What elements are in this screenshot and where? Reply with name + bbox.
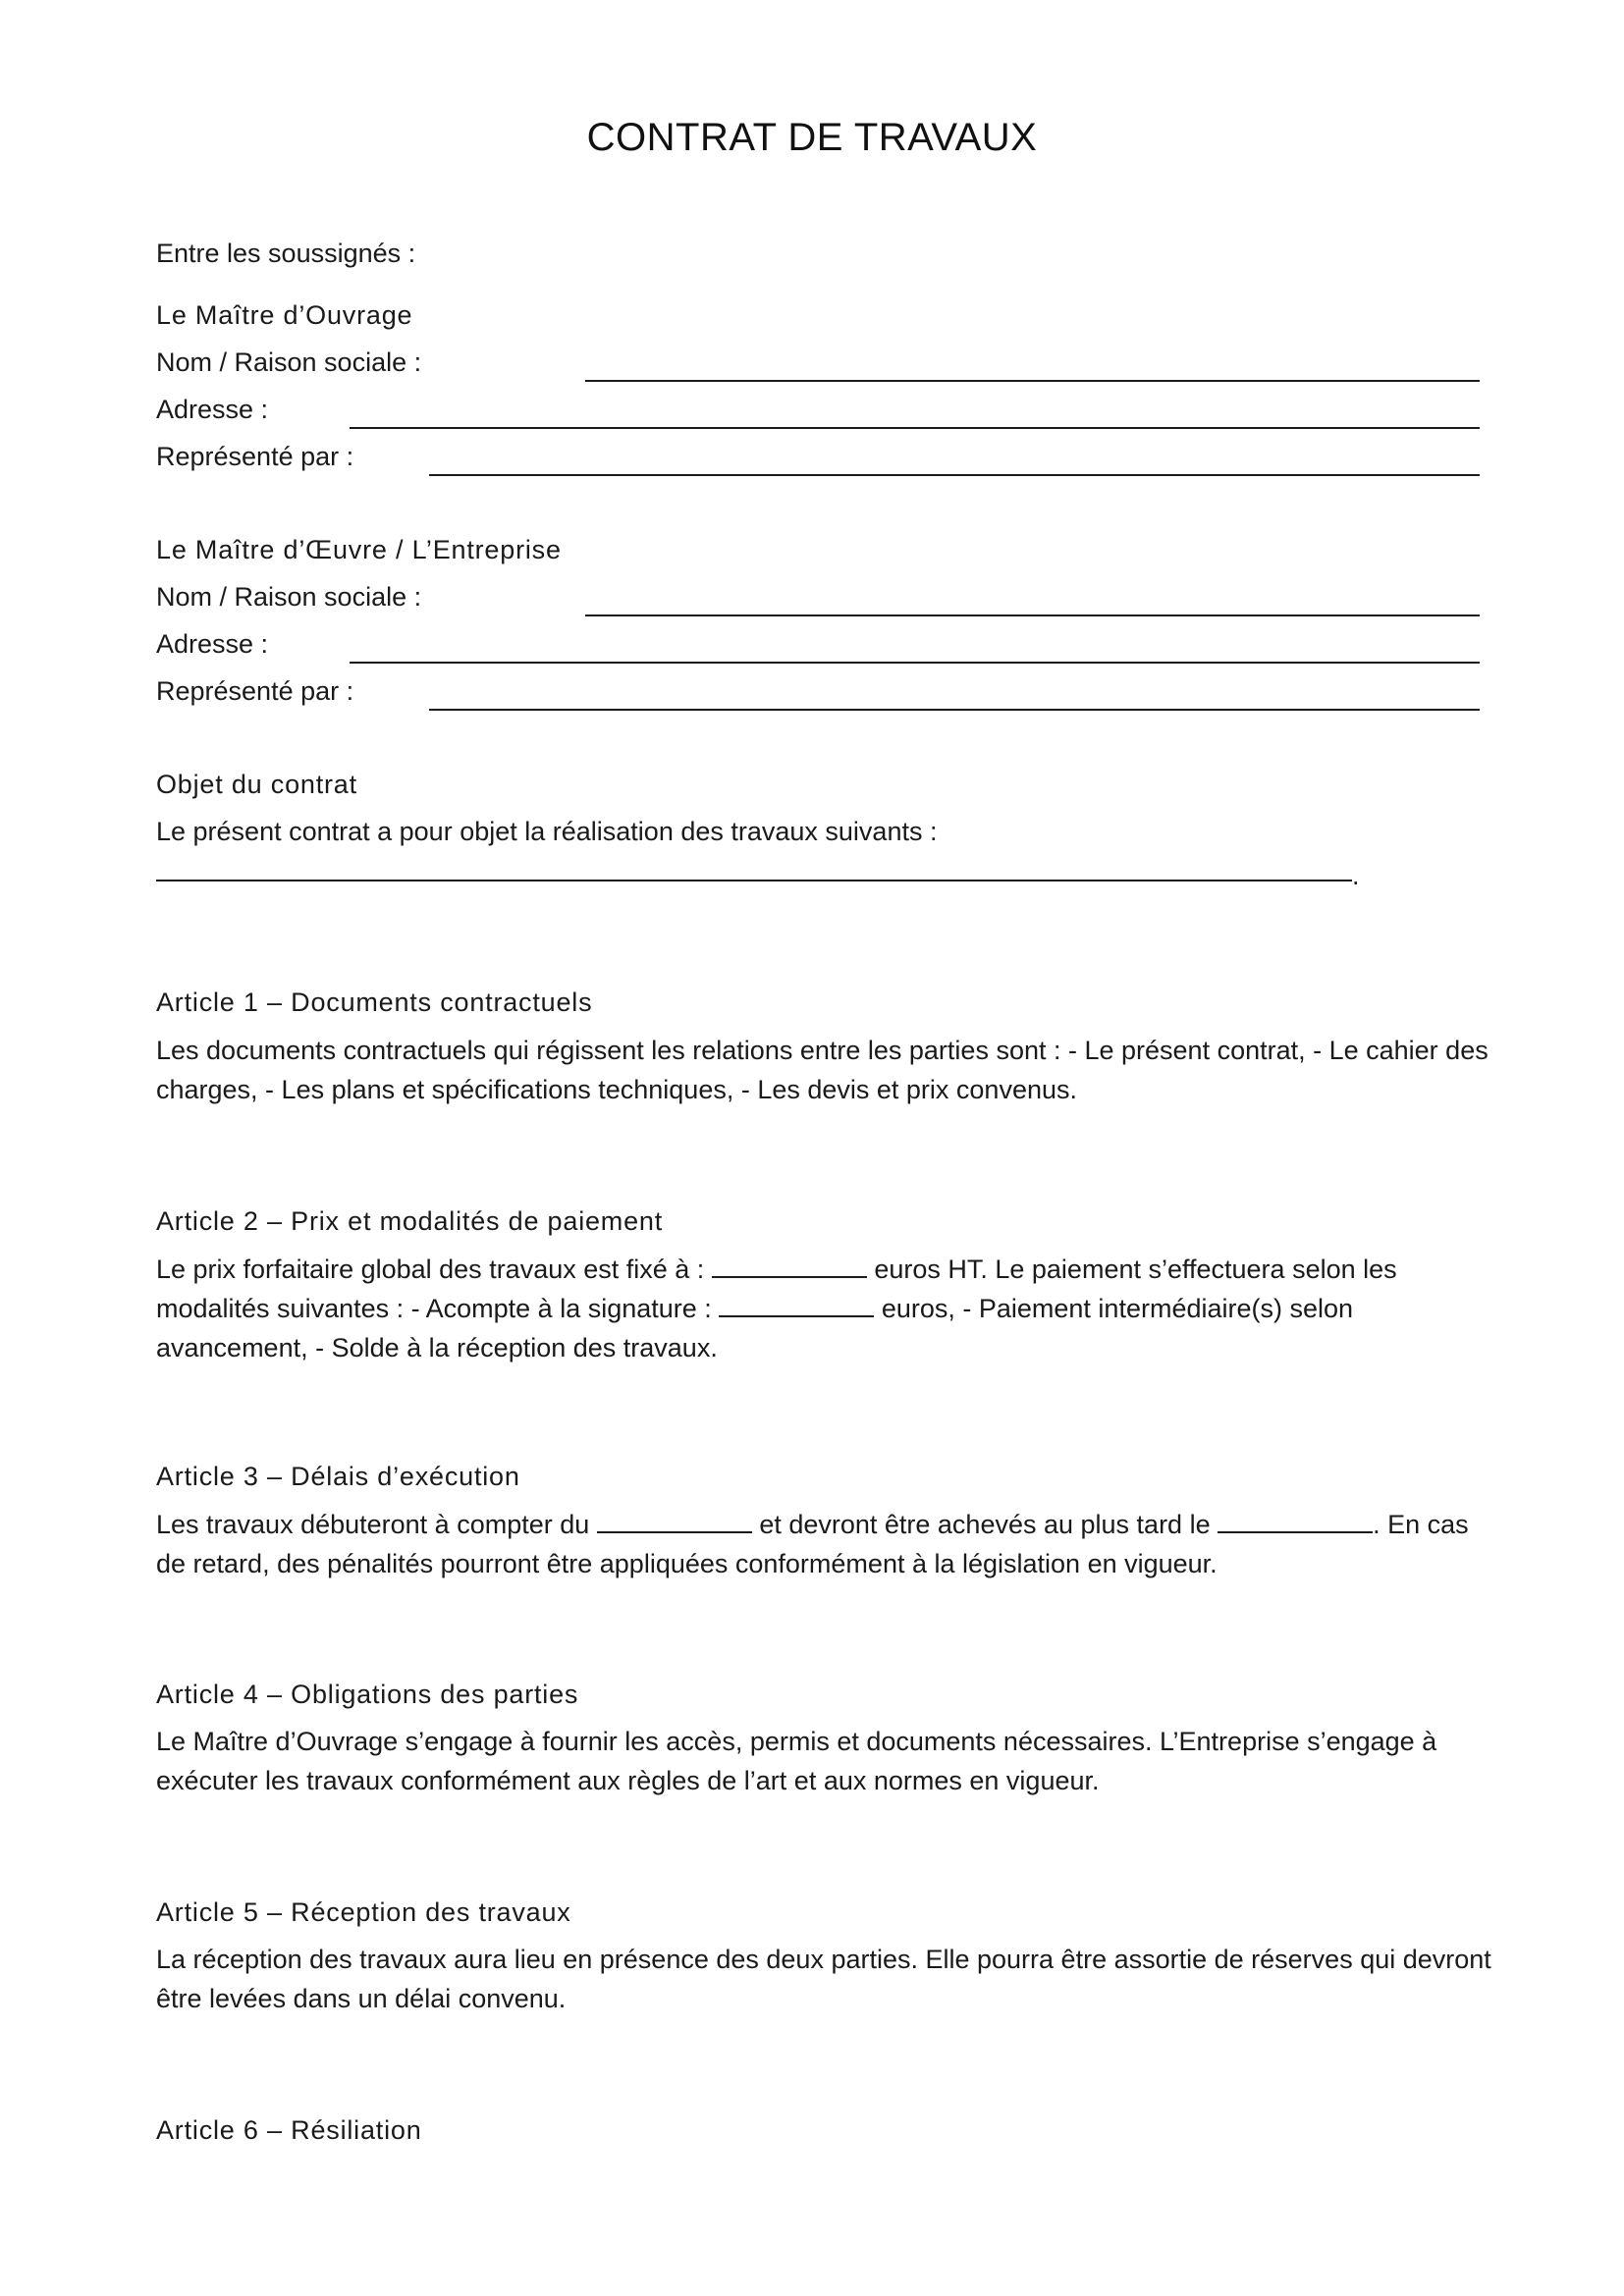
object-end-dot: .	[1352, 861, 1360, 890]
party1-name-field[interactable]	[585, 380, 1480, 382]
article2-text-b: euros HT. Le paiement s’effectuera selon les modalités suivantes : - Acompte à la signature :	[156, 1255, 1397, 1323]
object-heading: Objet du contrat	[156, 770, 357, 799]
party2-name-label: Nom / Raison sociale :	[156, 582, 422, 612]
article6-heading: Article 6 – Résiliation	[156, 2115, 422, 2145]
object-text: Le présent contrat a pour objet la réalisation des travaux suivants :	[156, 817, 938, 846]
article3-text-b: et devront être achevés au plus tard le	[759, 1510, 1211, 1539]
price-field[interactable]	[712, 1256, 867, 1278]
end-date-field[interactable]	[1218, 1512, 1373, 1533]
article3-text-c: . En cas de retard, des pénalités pourront être appliquées conformément à la législation en vigueur.	[156, 1510, 1469, 1578]
party1-rep-label: Représenté par :	[156, 442, 354, 471]
article5-text: La réception des travaux aura lieu en présence des deux parties. Elle pourra être assortie de réserves qui devront être levées dans un délai convenu.	[156, 1945, 1491, 2013]
party1-name-label: Nom / Raison sociale :	[156, 347, 422, 377]
article3-heading: Article 3 – Délais d’exécution	[156, 1462, 520, 1491]
intro-text: Entre les soussignés :	[156, 239, 416, 268]
deposit-field[interactable]	[719, 1296, 874, 1317]
party2-name-field[interactable]	[585, 614, 1480, 616]
party1-rep-field[interactable]	[429, 474, 1480, 476]
article4-text: Le Maître d’Ouvrage s’engage à fournir les accès, permis et documents nécessaires. L’Entreprise s’engage à exécuter les travaux conformément aux règles de l’art et aux normes en vigueur.	[156, 1727, 1437, 1795]
party1-address-label: Adresse :	[156, 395, 269, 424]
article2-text	[156, 1250, 1491, 1367]
party2-rep-field[interactable]	[429, 709, 1480, 711]
article2-text-c: euros, - Paiement intermédiaire(s) selon avancement, - Solde à la réception des travaux.	[156, 1294, 1354, 1362]
party2-rep-label: Représenté par :	[156, 676, 354, 706]
article2-heading: Article 2 – Prix et modalités de paiement	[156, 1206, 664, 1236]
object-works-field[interactable]	[156, 880, 1352, 881]
start-date-field[interactable]	[597, 1512, 752, 1533]
party2-heading: Le Maître d’Œuvre / L’Entreprise	[156, 535, 562, 564]
article5-heading: Article 5 – Réception des travaux	[156, 1897, 571, 1927]
document-title: CONTRAT DE TRAVAUX	[586, 116, 1038, 159]
article1-text: Les documents contractuels qui régissent les relations entre les parties sont : - Le présent contrat, - Le cahier des charges, - Les plans et spécifications techniques, - Les devis et prix convenus.	[156, 1036, 1489, 1104]
party1-heading: Le Maître d’Ouvrage	[156, 300, 413, 330]
article3-text	[156, 1505, 1491, 1583]
party2-address-field[interactable]	[350, 662, 1480, 664]
article3-text-a: Les travaux débuteront à compter du	[156, 1510, 590, 1539]
party2-address-label: Adresse :	[156, 629, 269, 659]
article4-heading: Article 4 – Obligations des parties	[156, 1680, 579, 1709]
article2-text-a: Le prix forfaitaire global des travaux est fixé à :	[156, 1255, 705, 1284]
article1-heading: Article 1 – Documents contractuels	[156, 988, 593, 1017]
party1-address-field[interactable]	[350, 427, 1480, 429]
